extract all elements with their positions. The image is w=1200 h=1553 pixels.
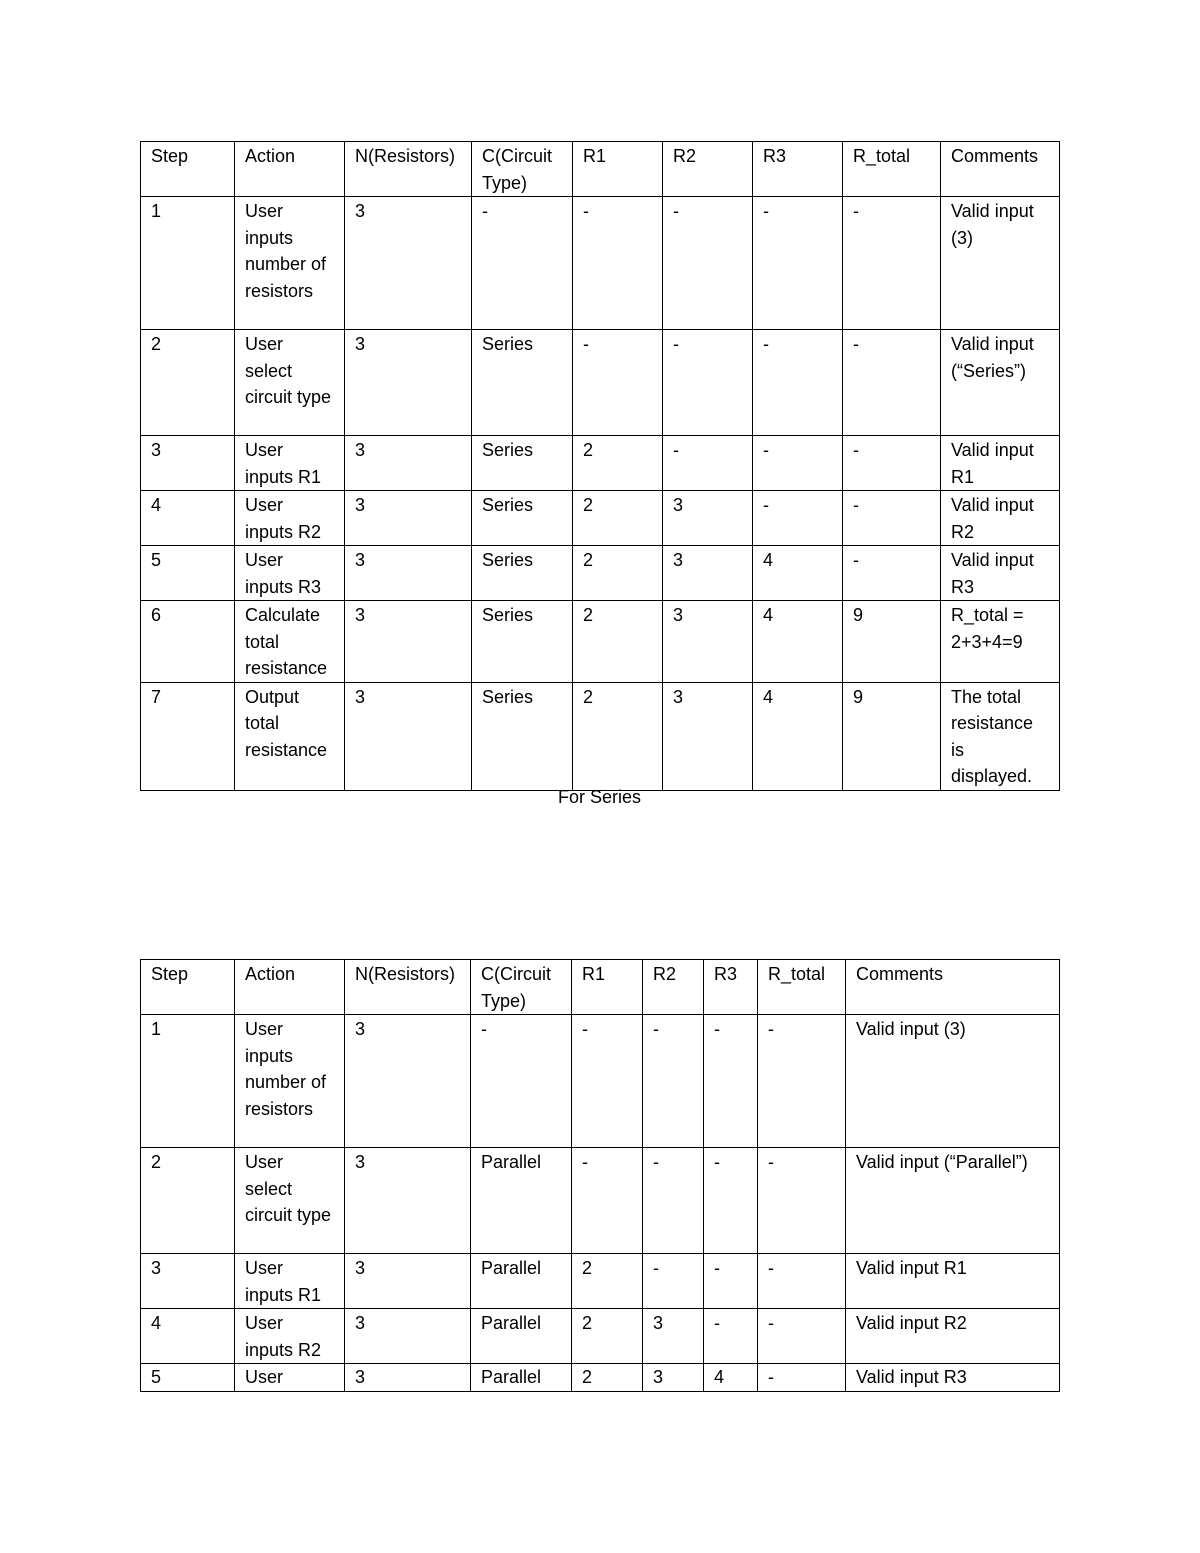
column-header: R_total bbox=[758, 960, 846, 1015]
table-cell: User select circuit type bbox=[235, 330, 345, 436]
table-cell: Series bbox=[472, 330, 573, 436]
table-cell: Parallel bbox=[471, 1148, 572, 1254]
table-row bbox=[141, 330, 1060, 436]
table-cell: - bbox=[471, 1015, 572, 1148]
table-cell: Parallel bbox=[471, 1309, 572, 1364]
column-header: R2 bbox=[643, 960, 704, 1015]
series-table-body bbox=[141, 142, 1060, 791]
table-cell: 2 bbox=[573, 546, 663, 601]
table-cell: 9 bbox=[843, 601, 941, 683]
table-cell: Calculate total resistance bbox=[235, 601, 345, 683]
table-cell: 3 bbox=[345, 1254, 471, 1309]
column-header: C(Circuit Type) bbox=[472, 142, 573, 197]
column-header: R1 bbox=[572, 960, 643, 1015]
table-cell: 4 bbox=[753, 546, 843, 601]
table-cell: - bbox=[758, 1309, 846, 1364]
table-cell: - bbox=[643, 1015, 704, 1148]
table-cell: 9 bbox=[843, 682, 941, 790]
table-cell: Series bbox=[472, 546, 573, 601]
table-cell: The total resistance is displayed. bbox=[941, 682, 1060, 790]
column-header: Step bbox=[141, 960, 235, 1015]
table-cell: 6 bbox=[141, 601, 235, 683]
table-cell: 3 bbox=[345, 1015, 471, 1148]
table-cell: User inputs R3 bbox=[235, 546, 345, 601]
table-cell: - bbox=[573, 197, 663, 330]
table-cell: 3 bbox=[345, 436, 472, 491]
table-row bbox=[141, 491, 1060, 546]
table-row bbox=[141, 1309, 1060, 1364]
table-cell: - bbox=[753, 491, 843, 546]
table-cell: - bbox=[573, 330, 663, 436]
table-cell: User select circuit type bbox=[235, 1148, 345, 1254]
table-cell: - bbox=[643, 1254, 704, 1309]
table-cell: - bbox=[843, 546, 941, 601]
table-cell: User inputs number of resistors bbox=[235, 1015, 345, 1148]
table-cell: User inputs R2 bbox=[235, 1309, 345, 1364]
table-cell: 4 bbox=[141, 491, 235, 546]
table-header-row bbox=[141, 142, 1060, 197]
table-cell: 3 bbox=[345, 682, 472, 790]
table-cell: User bbox=[235, 1364, 345, 1392]
table-cell: - bbox=[472, 197, 573, 330]
table-cell: Valid input R2 bbox=[846, 1309, 1060, 1364]
table-cell: - bbox=[753, 330, 843, 436]
table-cell: 2 bbox=[573, 682, 663, 790]
column-header: N(Resistors) bbox=[345, 960, 471, 1015]
parallel-table-body bbox=[141, 960, 1060, 1392]
table-cell: - bbox=[758, 1364, 846, 1392]
table-cell: Valid input R1 bbox=[941, 436, 1060, 491]
column-header: R3 bbox=[753, 142, 843, 197]
table-cell: Valid input R2 bbox=[941, 491, 1060, 546]
table-cell: Valid input R3 bbox=[941, 546, 1060, 601]
table-cell: 3 bbox=[345, 1364, 471, 1392]
table-cell: 1 bbox=[141, 1015, 235, 1148]
table-cell: Series bbox=[472, 491, 573, 546]
table-row bbox=[141, 436, 1060, 491]
column-header: N(Resistors) bbox=[345, 142, 472, 197]
table-cell: 3 bbox=[345, 546, 472, 601]
table-cell: 3 bbox=[141, 1254, 235, 1309]
table-cell: Parallel bbox=[471, 1364, 572, 1392]
table-cell: 4 bbox=[753, 682, 843, 790]
table-cell: 3 bbox=[643, 1309, 704, 1364]
table-header-row bbox=[141, 960, 1060, 1015]
table-cell: 2 bbox=[573, 436, 663, 491]
table-cell: 3 bbox=[663, 682, 753, 790]
table-cell: 3 bbox=[345, 1309, 471, 1364]
table-cell: - bbox=[704, 1254, 758, 1309]
table-cell: 3 bbox=[345, 601, 472, 683]
table-cell: 4 bbox=[141, 1309, 235, 1364]
column-header: R3 bbox=[704, 960, 758, 1015]
table-cell: - bbox=[758, 1254, 846, 1309]
table-row bbox=[141, 1254, 1060, 1309]
table-cell: Valid input (3) bbox=[941, 197, 1060, 330]
table-cell: - bbox=[758, 1015, 846, 1148]
column-header: R2 bbox=[663, 142, 753, 197]
table-cell: - bbox=[758, 1148, 846, 1254]
table-cell: 3 bbox=[663, 601, 753, 683]
table-cell: 4 bbox=[704, 1364, 758, 1392]
table-cell: 4 bbox=[753, 601, 843, 683]
table-row bbox=[141, 1364, 1060, 1392]
table-cell: 3 bbox=[345, 197, 472, 330]
table-cell: - bbox=[663, 197, 753, 330]
table-cell: R_total = 2+3+4=9 bbox=[941, 601, 1060, 683]
table-cell: 2 bbox=[573, 491, 663, 546]
table-cell: - bbox=[843, 436, 941, 491]
column-header: Action bbox=[235, 960, 345, 1015]
series-trace-table bbox=[140, 141, 1060, 791]
table-cell: User inputs number of resistors bbox=[235, 197, 345, 330]
table-cell: - bbox=[663, 436, 753, 491]
table-cell: User inputs R2 bbox=[235, 491, 345, 546]
table-cell: 5 bbox=[141, 546, 235, 601]
column-header: Comments bbox=[846, 960, 1060, 1015]
table-row bbox=[141, 1148, 1060, 1254]
table-cell: 3 bbox=[663, 546, 753, 601]
table-cell: - bbox=[663, 330, 753, 436]
table-cell: 2 bbox=[572, 1254, 643, 1309]
table-cell: - bbox=[753, 436, 843, 491]
table-cell: - bbox=[572, 1015, 643, 1148]
table-cell: 3 bbox=[345, 491, 472, 546]
table-cell: - bbox=[643, 1148, 704, 1254]
table-cell: 2 bbox=[141, 330, 235, 436]
table-cell: 1 bbox=[141, 197, 235, 330]
table-cell: - bbox=[704, 1148, 758, 1254]
column-header: Comments bbox=[941, 142, 1060, 197]
table-row bbox=[141, 1015, 1060, 1148]
table-cell: User inputs R1 bbox=[235, 436, 345, 491]
table-cell: 3 bbox=[345, 1148, 471, 1254]
table-cell: 3 bbox=[663, 491, 753, 546]
table-cell: - bbox=[843, 330, 941, 436]
table-cell: Valid input (3) bbox=[846, 1015, 1060, 1148]
column-header: Step bbox=[141, 142, 235, 197]
table-cell: 2 bbox=[572, 1364, 643, 1392]
table-cell: Output total resistance bbox=[235, 682, 345, 790]
table-cell: Valid input (“Series”) bbox=[941, 330, 1060, 436]
table-cell: 5 bbox=[141, 1364, 235, 1392]
table-cell: 3 bbox=[345, 330, 472, 436]
table-cell: Valid input (“Parallel”) bbox=[846, 1148, 1060, 1254]
table-cell: - bbox=[572, 1148, 643, 1254]
table-cell: Valid input R3 bbox=[846, 1364, 1060, 1392]
table-cell: Series bbox=[472, 436, 573, 491]
table-cell: 7 bbox=[141, 682, 235, 790]
column-header: Action bbox=[235, 142, 345, 197]
table-cell: 2 bbox=[141, 1148, 235, 1254]
table-cell: Parallel bbox=[471, 1254, 572, 1309]
series-table-caption: For Series bbox=[557, 787, 642, 807]
table-cell: 3 bbox=[141, 436, 235, 491]
table-cell: - bbox=[704, 1015, 758, 1148]
table-cell: 2 bbox=[573, 601, 663, 683]
table-cell: - bbox=[753, 197, 843, 330]
table-cell: User inputs R1 bbox=[235, 1254, 345, 1309]
table-row bbox=[141, 546, 1060, 601]
column-header: C(Circuit Type) bbox=[471, 960, 572, 1015]
table-cell: 2 bbox=[572, 1309, 643, 1364]
table-cell: Series bbox=[472, 601, 573, 683]
parallel-trace-table bbox=[140, 959, 1060, 1392]
table-cell: - bbox=[843, 491, 941, 546]
table-row bbox=[141, 601, 1060, 683]
column-header: R1 bbox=[573, 142, 663, 197]
table-cell: - bbox=[704, 1309, 758, 1364]
table-row bbox=[141, 682, 1060, 790]
table-row bbox=[141, 197, 1060, 330]
table-cell: Valid input R1 bbox=[846, 1254, 1060, 1309]
table-cell: - bbox=[843, 197, 941, 330]
table-cell: 3 bbox=[643, 1364, 704, 1392]
column-header: R_total bbox=[843, 142, 941, 197]
table-cell: Series bbox=[472, 682, 573, 790]
